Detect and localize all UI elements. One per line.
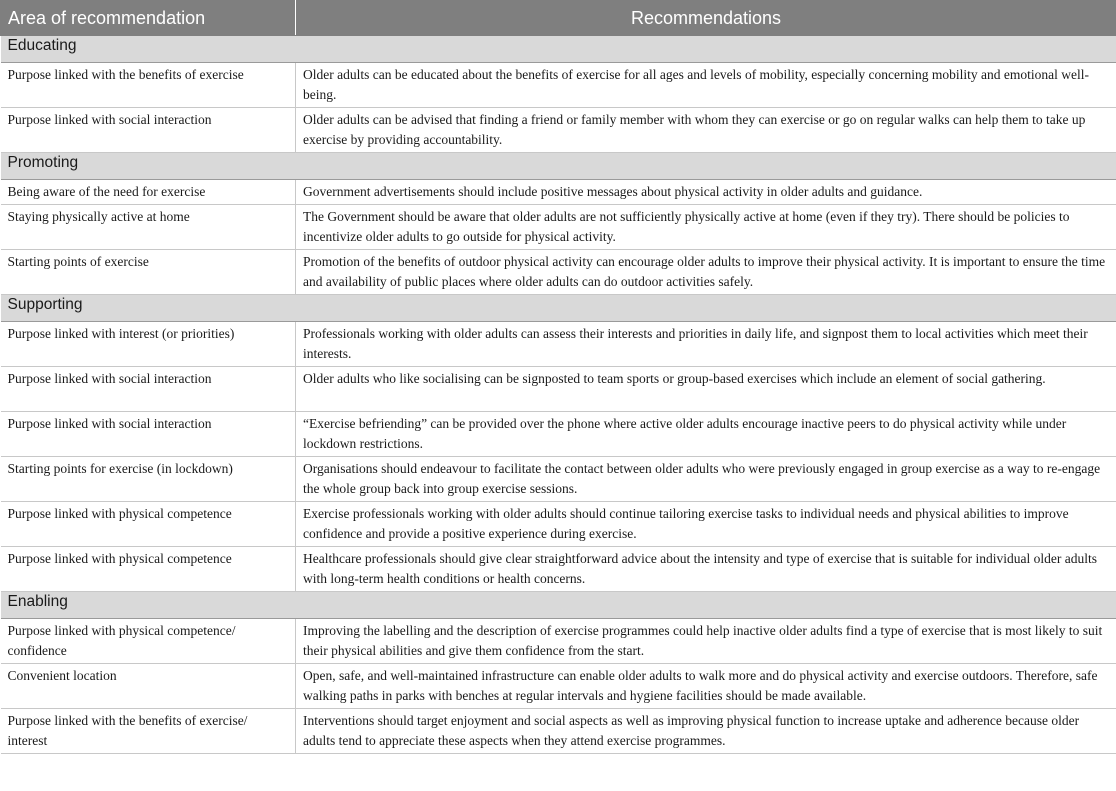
table-row <box>1 664 1116 709</box>
table-row <box>1 502 1116 547</box>
area-cell: Purpose linked with the benefits of exercise <box>1 63 296 108</box>
table-row <box>1 250 1116 295</box>
section-row-educating <box>1 36 1116 63</box>
recommendation-cell: Older adults who like socialising can be signposted to team sports or group-based exercises which include an element of social gathering. <box>296 367 1116 412</box>
area-cell: Purpose linked with social interaction <box>1 412 296 457</box>
table-row <box>1 367 1116 412</box>
recommendation-cell: Older adults can be educated about the benefits of exercise for all ages and levels of mobility, especially concerning mobility and emotional well-being. <box>296 63 1116 108</box>
area-cell: Purpose linked with the benefits of exercise/ interest <box>1 709 296 754</box>
table-row <box>1 205 1116 250</box>
area-cell: Purpose linked with physical competence <box>1 547 296 592</box>
section-title: Educating <box>1 36 1116 63</box>
table-row <box>1 180 1116 205</box>
table-row <box>1 709 1116 754</box>
recommendation-cell: The Government should be aware that older adults are not sufficiently physically active at home (even if they try). There should be policies to incentivize older adults to go outside for physical activity. <box>296 205 1116 250</box>
table-row <box>1 322 1116 367</box>
recommendation-cell: “Exercise befriending” can be provided over the phone where active older adults encourage inactive peers to do physical activity while under lockdown restrictions. <box>296 412 1116 457</box>
table-row <box>1 547 1116 592</box>
area-cell: Purpose linked with social interaction <box>1 108 296 153</box>
section-title: Promoting <box>1 153 1116 180</box>
section-title: Supporting <box>1 295 1116 322</box>
column-header-recommendations: Recommendations <box>296 1 1116 36</box>
area-cell: Purpose linked with physical competence <box>1 502 296 547</box>
area-cell: Starting points for exercise (in lockdown) <box>1 457 296 502</box>
recommendation-cell: Government advertisements should include positive messages about physical activity in older adults and guidance. <box>296 180 1116 205</box>
table-header-row <box>1 1 1116 36</box>
recommendation-cell: Organisations should endeavour to facilitate the contact between older adults who were previously engaged in group exercise as a way to re-engage the whole group back into group exercise sessions. <box>296 457 1116 502</box>
section-title: Enabling <box>1 592 1116 619</box>
area-cell: Being aware of the need for exercise <box>1 180 296 205</box>
recommendation-cell: Improving the labelling and the description of exercise programmes could help inactive older adults find a type of exercise that is most likely to suit their physical abilities and give them confidence from the start. <box>296 619 1116 664</box>
area-cell: Purpose linked with social interaction <box>1 367 296 412</box>
table-row <box>1 619 1116 664</box>
area-cell: Purpose linked with physical competence/ confidence <box>1 619 296 664</box>
table-row <box>1 108 1116 153</box>
section-row-promoting <box>1 153 1116 180</box>
area-cell: Purpose linked with interest (or priorities) <box>1 322 296 367</box>
section-row-enabling <box>1 592 1116 619</box>
recommendation-cell: Interventions should target enjoyment and social aspects as well as improving physical function to increase uptake and adherence because older adults tend to appreciate these aspects when they attend exercise programmes. <box>296 709 1116 754</box>
area-cell: Convenient location <box>1 664 296 709</box>
recommendation-cell: Healthcare professionals should give clear straightforward advice about the intensity and type of exercise that is suitable for individual older adults with long-term health conditions or health concerns. <box>296 547 1116 592</box>
table-row <box>1 63 1116 108</box>
recommendation-cell: Promotion of the benefits of outdoor physical activity can encourage older adults to improve their physical activity. It is important to ensure the time and availability of public places where older adults can do outdoor activities safely. <box>296 250 1116 295</box>
table-row <box>1 457 1116 502</box>
area-cell: Starting points of exercise <box>1 250 296 295</box>
recommendation-cell: Exercise professionals working with older adults should continue tailoring exercise tasks to individual needs and physical abilities to improve confidence and provide a positive experience during exercise. <box>296 502 1116 547</box>
table-row <box>1 412 1116 457</box>
column-header-area: Area of recommendation <box>1 1 296 36</box>
recommendation-cell: Older adults can be advised that finding a friend or family member with whom they can exercise or go on regular walks can help them to take up exercise by providing accountability. <box>296 108 1116 153</box>
recommendation-cell: Professionals working with older adults can assess their interests and priorities in daily life, and signpost them to local activities which meet their interests. <box>296 322 1116 367</box>
section-row-supporting <box>1 295 1116 322</box>
recommendation-cell: Open, safe, and well-maintained infrastructure can enable older adults to walk more and do physical activity and exercise outdoors. Therefore, safe walking paths in parks with benches at regular intervals and hygiene facilities should be made available. <box>296 664 1116 709</box>
area-cell: Staying physically active at home <box>1 205 296 250</box>
